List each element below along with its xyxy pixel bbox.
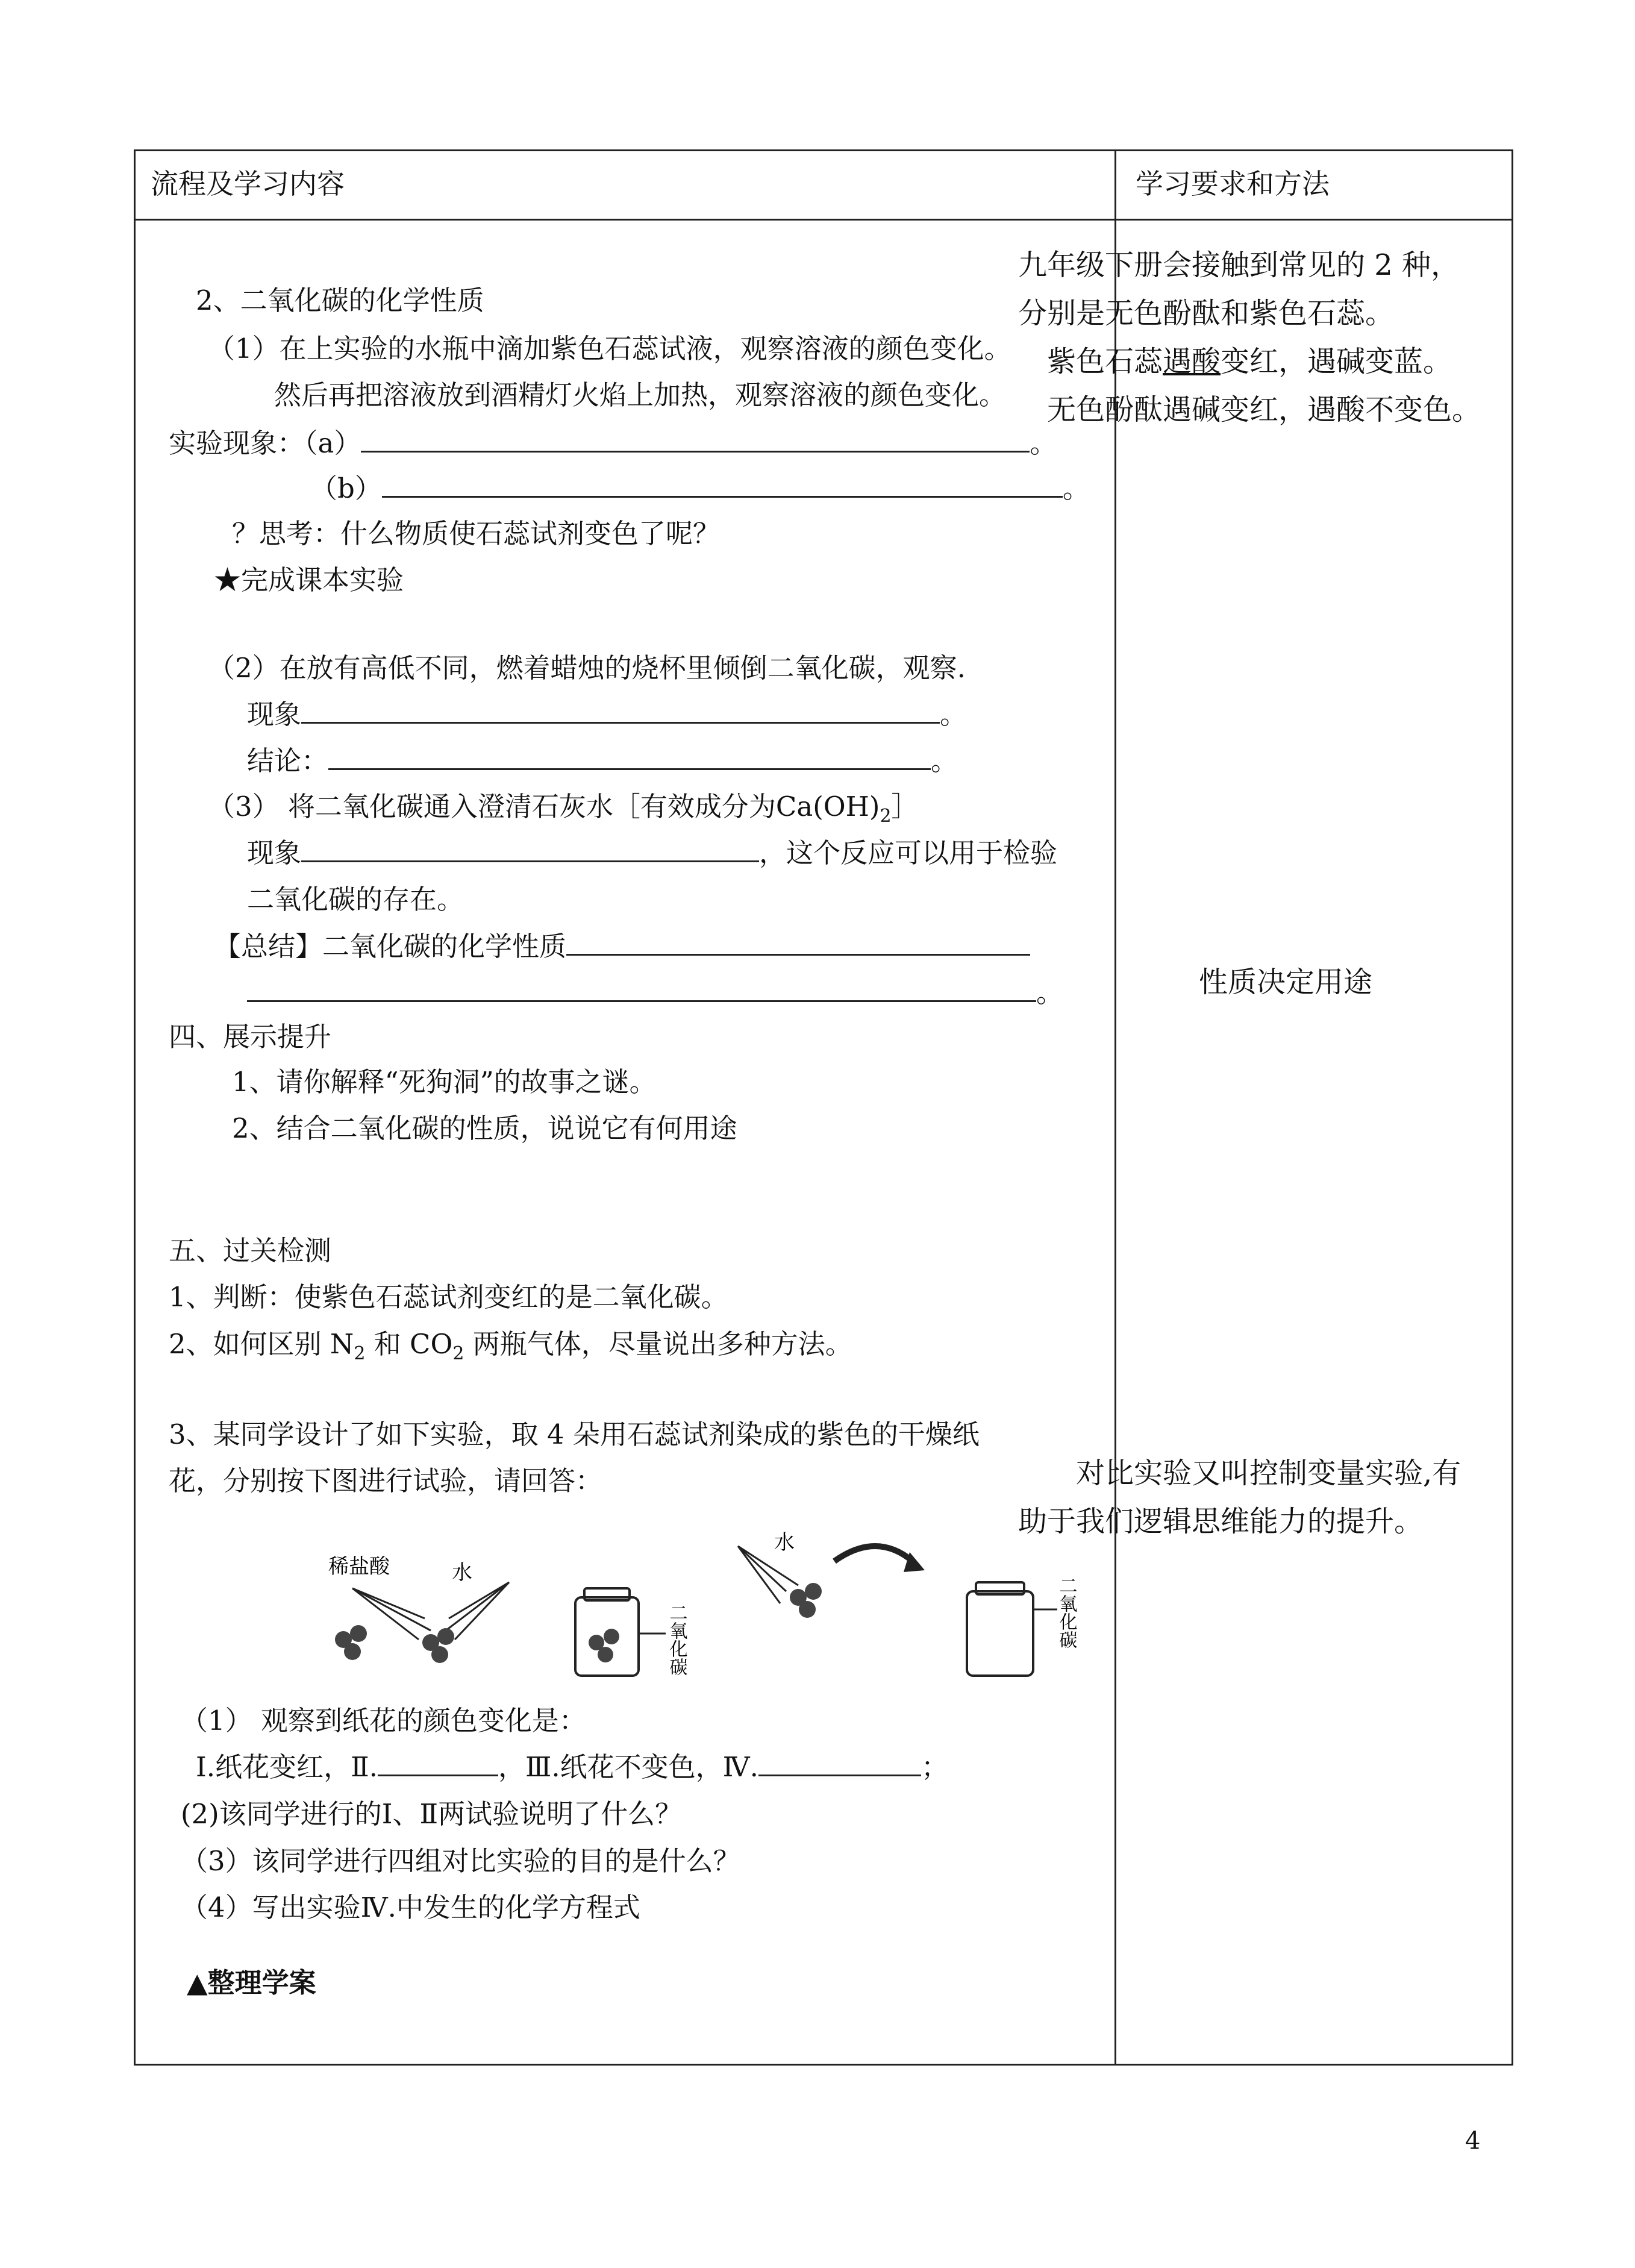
section-2-title: 2、二氧化碳的化学性质 [196,284,484,316]
question-3: （3）该同学进行四组对比实验的目的是什么？ [181,1845,740,1877]
answer-blank [301,697,940,724]
p3-phenomenon [247,835,1057,871]
period: 。 [1036,977,1064,1009]
section-4-item1: 1、请你解释“死狗洞”的故事之谜。 [232,1066,657,1098]
co2-subscript: 2 [452,1343,464,1364]
p2-text: （2）在放有高低不同，燃着蜡烛的烧杯里倾倒二氧化碳，观察. [208,652,966,684]
p3-subscript: 2 [880,806,892,827]
figure-label-co2-2: 二氧化碳 [1055,1576,1077,1649]
figure-label-water-2: 水 [774,1530,795,1555]
experiment-figure [316,1519,1099,1688]
section-5-item3-line1: 3、某同学设计了如下实验，取 4 朵用石蕊试剂染成的紫色的干燥纸 [169,1418,980,1450]
period: 。 [1030,427,1057,459]
note-litmus [1018,337,1488,386]
note-property-use: 性质决定用途 [1199,965,1373,999]
period: 。 [940,698,968,730]
summary-label: 【总结】二氧化碳的化学性质 [214,930,567,962]
phenomenon-label: 现象 [247,698,302,730]
tidy-note: ▲整理学案 [187,1967,316,1999]
answer-blank [566,929,1030,956]
sprayer-3-icon [738,1546,798,1603]
p2-conclusion [247,743,958,779]
question-1-answers [196,1749,948,1785]
observation-b-label: （b） [310,472,382,504]
p1-line2: 然后再把溶液放到酒精灯火焰上加热，观察溶液的颜色变化。 [274,379,1007,411]
p3-bracket: ］ [891,791,919,822]
q1-part-a: Ⅰ.纸花变红，Ⅱ. [196,1751,378,1783]
period: 。 [1062,472,1090,504]
note-litmus-acid: 遇酸 [1163,345,1221,378]
section-5-item1: 1、判断：使紫色石蕊试剂变红的是二氧化碳。 [169,1281,728,1313]
period: 。 [931,745,958,777]
section-4-title: 四、展示提升 [169,1021,332,1053]
n2-subscript: 2 [354,1343,366,1364]
answer-blank [758,1749,921,1776]
answer-blank [382,471,1063,498]
p3-text [208,789,919,835]
sprayer-2-icon [446,1582,509,1640]
section-5-title: 五、过关检测 [169,1235,332,1267]
p1-line1: （1）在上实验的水瓶中滴加紫色石蕊试液，观察溶液的颜色变化。 [208,333,1011,365]
figure-label-co2-1: 二氧化碳 [666,1603,687,1676]
header-divider [136,219,1512,221]
conclusion-label: 结论： [247,745,329,777]
header-left: 流程及学习内容 [151,168,345,200]
section-5-item2 [169,1326,852,1372]
star-note: ★完成课本实验 [214,564,404,596]
answer-blank [328,743,931,770]
note-indicators [1018,241,1488,434]
p2-phenomenon [247,697,967,733]
observation-a [169,425,1057,462]
summary-line [214,929,1030,965]
observation-b [310,471,1090,507]
note-litmus-c: 变红，遇碱变蓝。 [1221,345,1452,378]
note-contrast-experiment: 对比实验又叫控制变量实验,有助于我们逻辑思维能力的提升。 [1018,1456,1461,1538]
jar-2-icon [967,1582,1033,1676]
question-2: (2)该同学进行的Ⅰ、Ⅱ两试验说明了什么？ [181,1798,683,1830]
q1-part-c: ； [921,1751,948,1783]
note-indicators-intro: 九年级下册会接触到常见的 2 种，分别是无色酚酞和紫色石蕊。 [1018,248,1460,330]
p3-main: （3） 将二氧化碳通入澄清石灰水［有效成分为Ca(OH) [208,791,880,822]
paper-flower-2-icon [422,1628,454,1663]
section-5-item3-line2: 花，分别按下图进行试验，请回答： [169,1465,603,1497]
p3-tail: ，这个反应可以用于检验 [759,837,1058,869]
column-divider [1114,151,1116,2064]
note-litmus-a: 紫色石蕊 [1047,345,1163,378]
figure-label-hcl: 稀盐酸 [328,1555,390,1579]
item2-text-a: 2、如何区别 N [169,1328,354,1360]
summary-line2 [247,975,1063,1011]
figure-label-water: 水 [452,1561,472,1585]
think-question: ？思考：什么物质使石蕊试剂变色了呢？ [232,518,721,550]
worksheet-table [134,149,1513,2066]
paper-flower-3-icon [589,1629,619,1662]
header-right: 学习要求和方法 [1136,168,1330,200]
section-4-item2: 2、结合二氧化碳的性质，说说它有何用途 [232,1112,737,1144]
q1-part-b: ，Ⅲ.纸花不变色，Ⅳ. [498,1751,758,1783]
answer-blank [301,835,759,862]
answer-blank [361,425,1030,453]
curved-arrow-icon [834,1546,913,1561]
question-1: （1） 观察到纸花的颜色变化是： [181,1705,586,1737]
phenomenon-label: 现象 [247,837,302,869]
item2-text-e: 两瓶气体，尽量说出多种方法。 [464,1328,852,1360]
answer-blank [247,975,1036,1002]
page-number: 4 [1465,2127,1481,2155]
paper-flower-1-icon [335,1625,367,1660]
note-phenolphthalein: 无色酚酞遇碱变红，遇酸不变色。 [1047,393,1481,427]
answer-blank [378,1749,498,1776]
paper-flower-4-icon [790,1583,822,1618]
p3-line3: 二氧化碳的存在。 [247,883,464,915]
item2-text-c: 和 CO [365,1328,453,1360]
question-4: （4）写出实验Ⅳ.中发生的化学方程式 [181,1891,640,1923]
observation-label: 实验现象：（a） [169,427,361,459]
